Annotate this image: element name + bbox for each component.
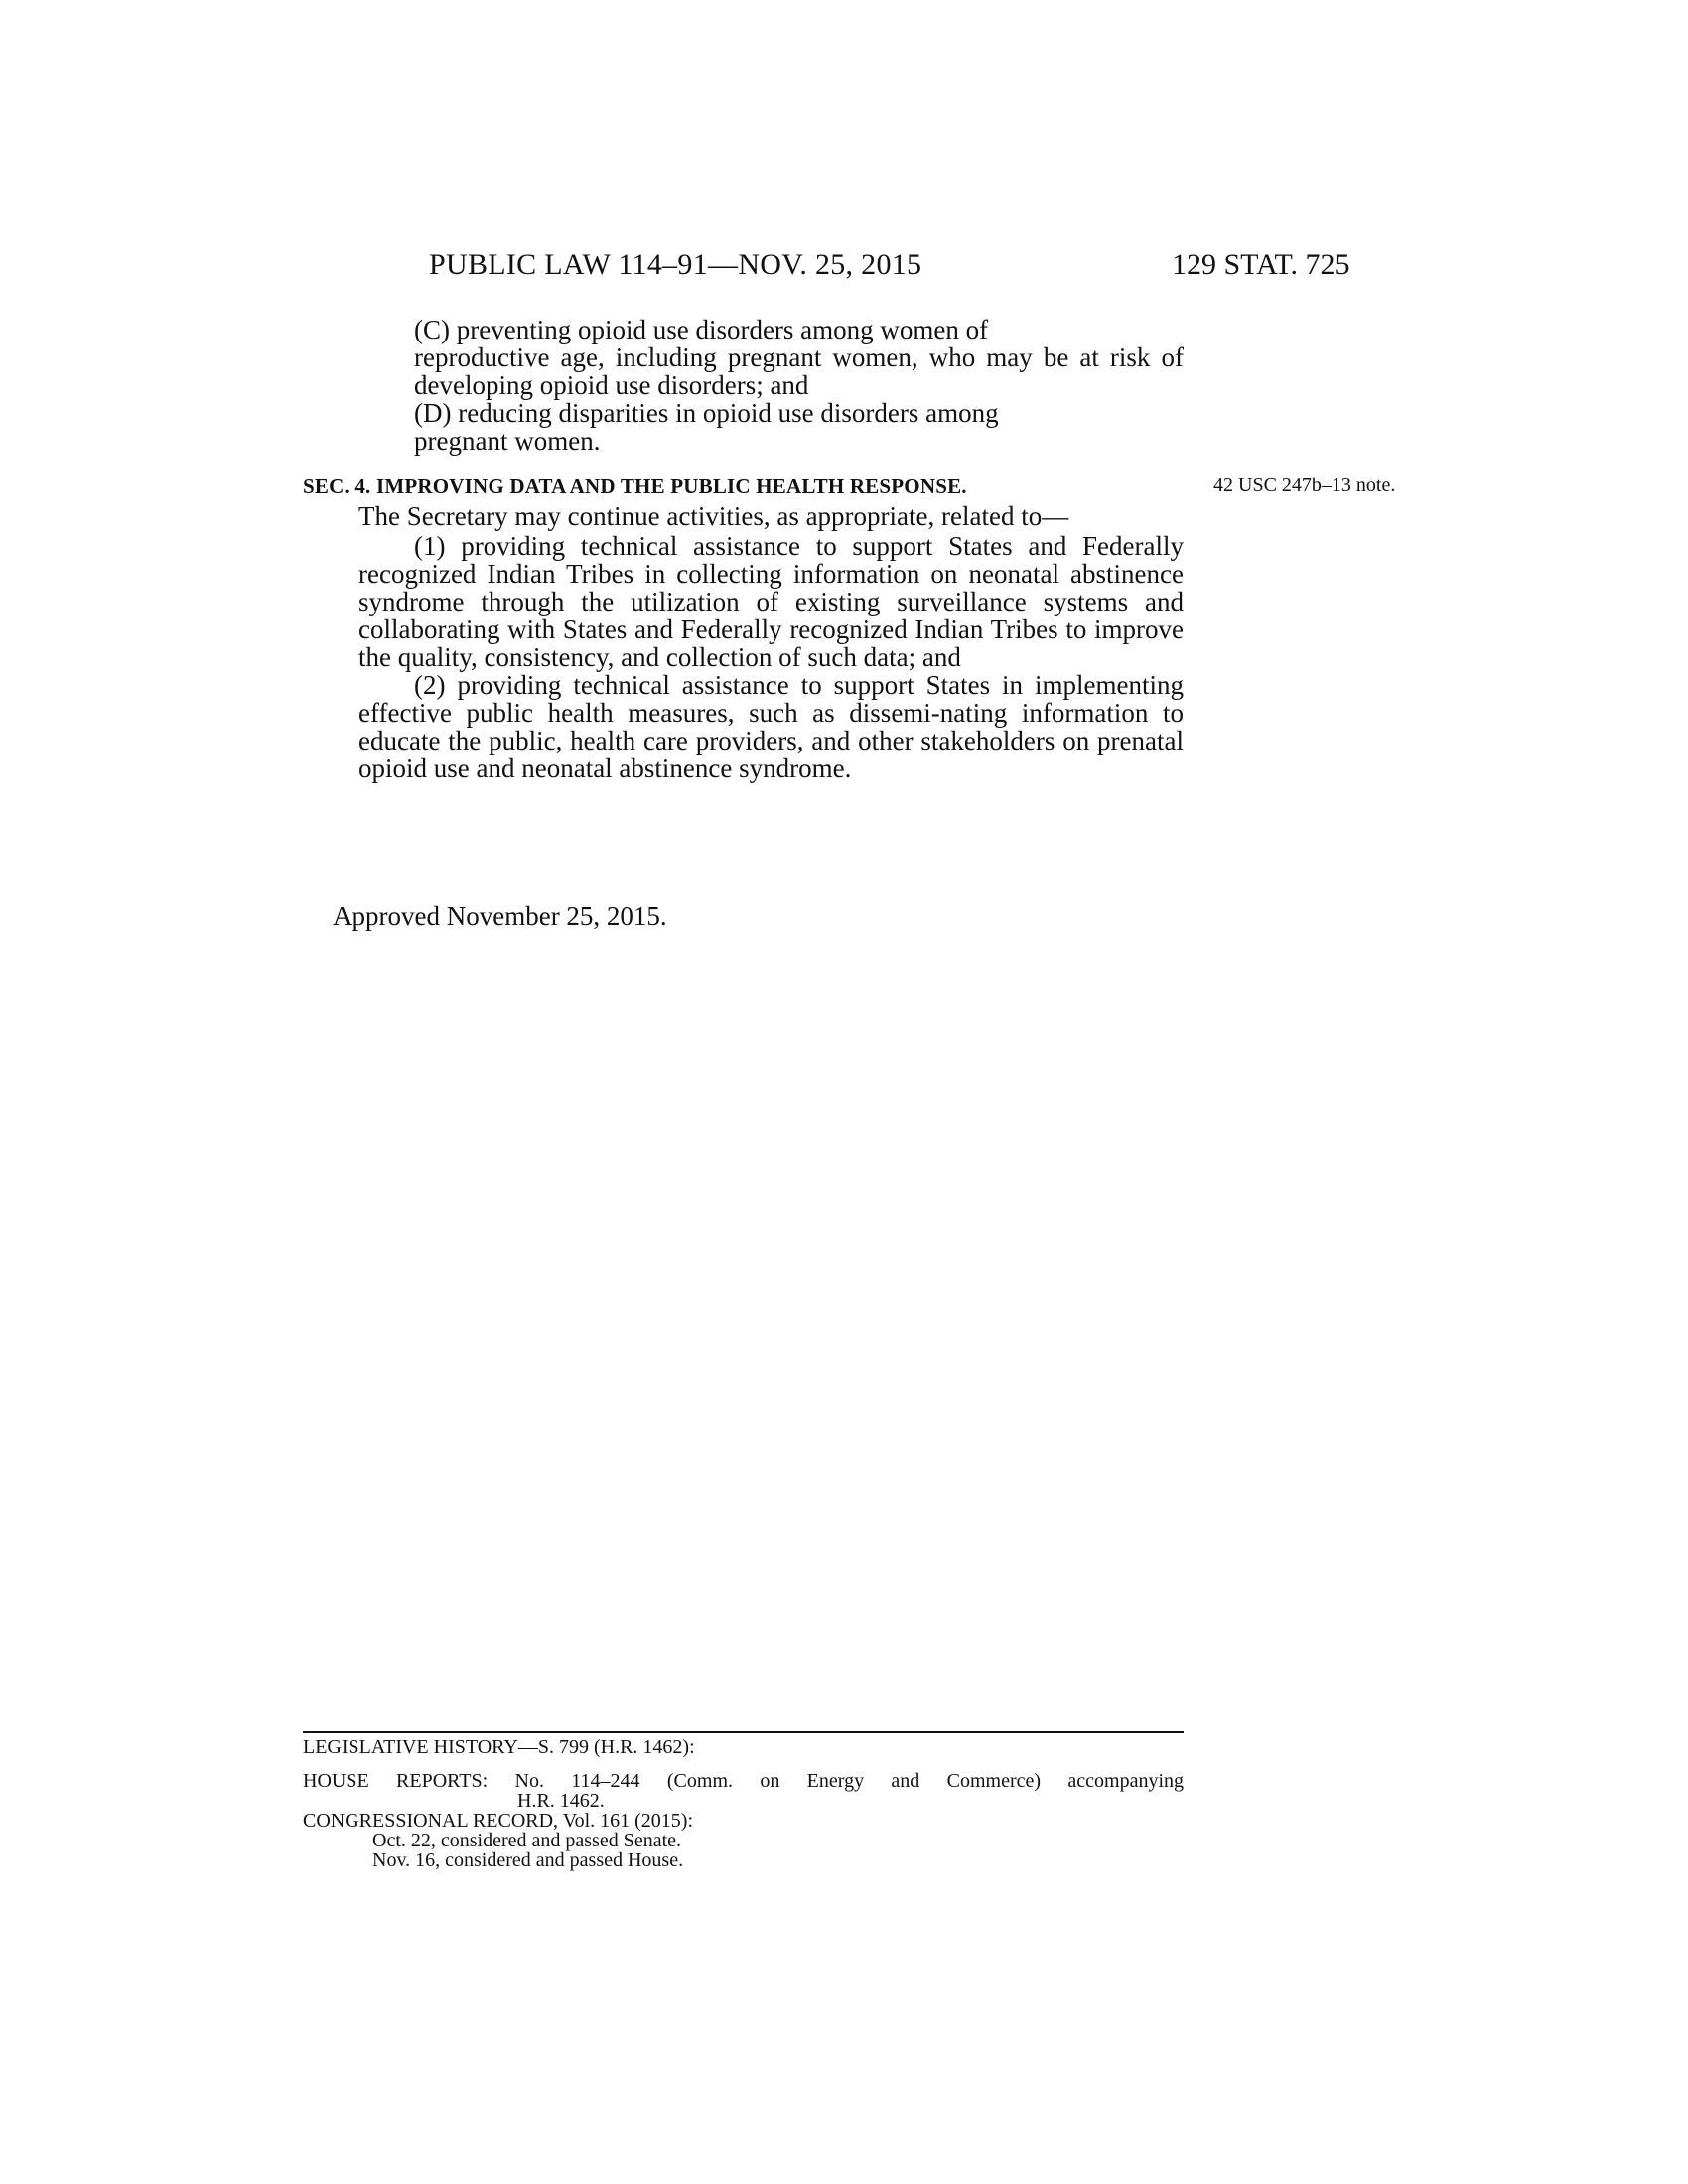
statute-page-number: 129 STAT. 725	[1172, 248, 1350, 281]
list-item-1: (1) providing technical assistance to support States and Federally recognized Indian Tribes in collecting information on neonatal abstinence syndrome through the utilization of existing surveillance systems and collaborating with States and Federally recognized Indian Tribes to improve the quality, consistency, and collection of such data; and	[358, 531, 1184, 672]
section-heading: SEC. 4. IMPROVING DATA AND THE PUBLIC HEALTH RESPONSE.	[303, 475, 967, 498]
senate-action: Oct. 22, considered and passed Senate.	[372, 1830, 682, 1851]
legislative-history	[303, 1731, 1184, 1870]
house-reports-line1: HOUSE REPORTS: No. 114–244 (Comm. on Energy and Commerce) accompanying	[303, 1770, 1184, 1792]
house-reports-line2: H.R. 1462.	[517, 1790, 605, 1812]
clause-d-line1: (D) reducing disparities in opioid use disorders among	[414, 398, 999, 428]
clause-c-line1: (C) preventing opioid use disorders among women of	[414, 315, 989, 344]
list-item-2: (2) providing technical assistance to support States in implementing effective public health measures, such as dissemi-nating information to educate the public, health care providers, and other stakeholders on prenatal opioid use and neonatal abstinence syndrome.	[358, 670, 1184, 783]
section-intro: The Secretary may continue activities, as appropriate, related to—	[358, 501, 1069, 531]
clause-c-continuation: reproductive age, including pregnant women, who may be at risk of developing opioid use disorders; and	[414, 342, 1184, 400]
running-header-title: PUBLIC LAW 114–91—NOV. 25, 2015	[429, 248, 922, 281]
house-action: Nov. 16, considered and passed House.	[372, 1849, 684, 1871]
footer-rule	[303, 1731, 1184, 1733]
approval-date: Approved November 25, 2015.	[333, 901, 667, 931]
legislative-history-title: LEGISLATIVE HISTORY—S. 799 (H.R. 1462):	[303, 1736, 695, 1758]
clauses-block	[303, 316, 1184, 455]
section-body	[303, 502, 1184, 782]
congressional-record: CONGRESSIONAL RECORD, Vol. 161 (2015):	[303, 1810, 693, 1832]
clause-d-continuation: pregnant women.	[414, 426, 601, 456]
margin-citation-note: 42 USC 247b–13 note.	[1213, 475, 1396, 496]
